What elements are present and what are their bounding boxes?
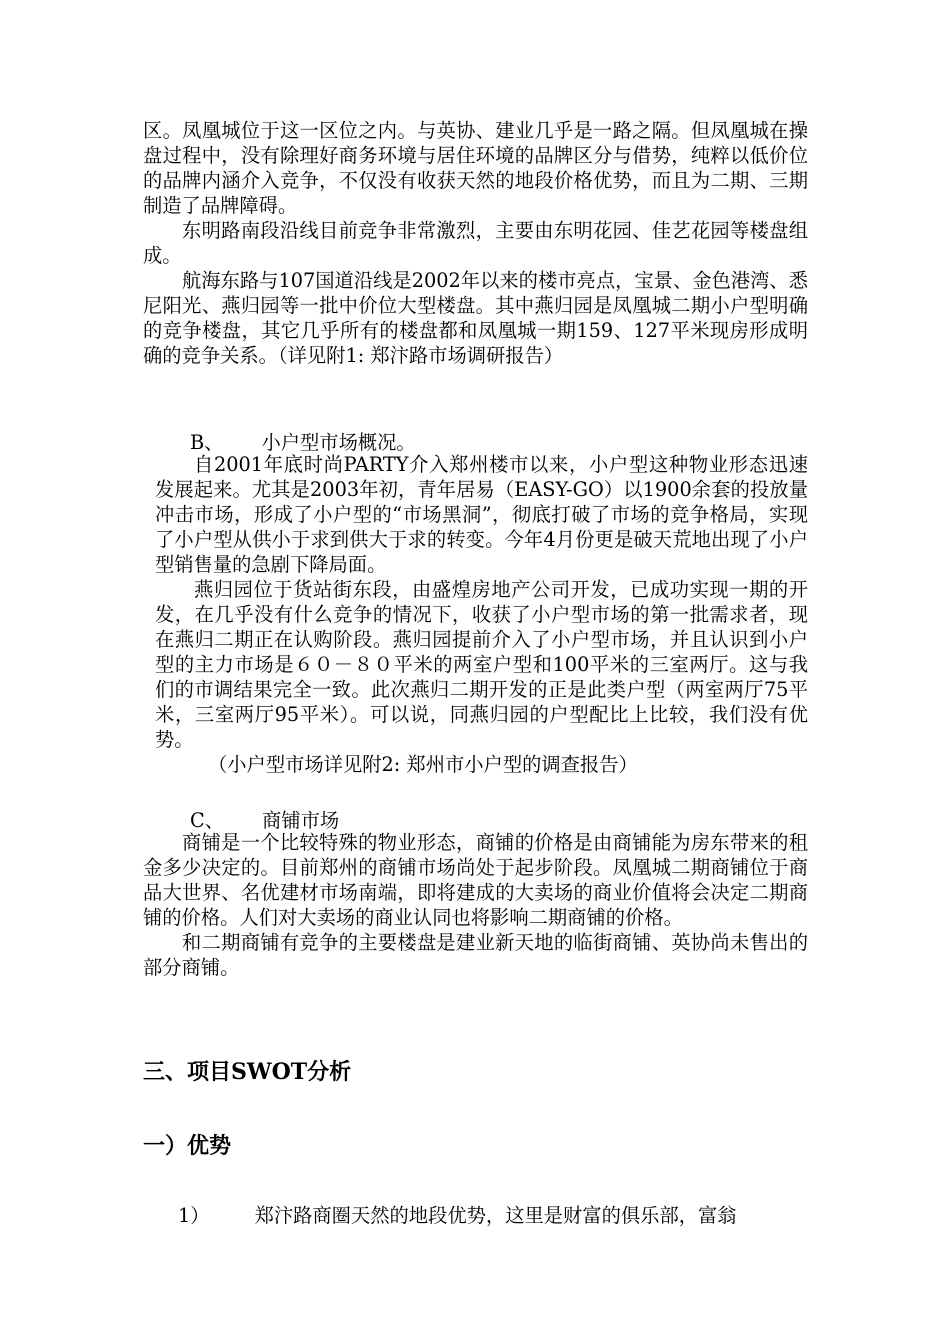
advantage-item-text: 郑汴路商圈天然的地段优势，这里是财富的俱乐部，富翁 [254,1204,737,1227]
advantage-item-1 [178,1200,818,1228]
advantage-item-label: 1） [178,1204,210,1227]
section-c-title: 商铺市场 [262,809,340,832]
paragraph-hanghai-road: 航海东路与107国道沿线是2002年以来的楼市亮点，宝景、金色港湾、悉尼阳光、燕归园等一批中价位大型楼盘。其中燕归园是凤凰城二期小户型明确的竞争楼盘，其它几乎所有的楼盘都和凤凰城一期159、127平米现房形成明确的竞争关系。（详见附1: 郑汴路市场调研报告） [143,269,808,367]
section-a-body [143,118,808,368]
section-b-label: B、 [190,431,224,454]
section-c-heading [190,805,339,833]
paragraph-fenghuang-location: 区。凤凰城位于这一区位之内。与英协、建业几乎是一路之隔。但凤凰城在操盘过程中，没有除理好商务环境与居住环境的品牌区分与借势，纯粹以低价位的品牌内涵介入竞争，不仅没有收获天然的地段价格优势，而且为二期、三期制造了品牌障碍。 [143,119,808,217]
paragraph-shop-market: 商铺是一个比较特殊的物业形态，商铺的价格是由商铺能为房东带来的租金多少决定的。目前郑州的商铺市场尚处于起步阶段。凤凰城二期商铺位于商品大世界、名优建材市场南端，即将建成的大卖场的商业价值将会决定二期商铺的价格。人们对大卖场的商业认同也将影响二期商铺的价格。 [143,831,808,929]
section-b-title: 小户型市场概况。 [261,431,416,454]
section-b-heading [190,427,416,455]
section-c-label: C、 [190,809,225,832]
paragraph-dongming-road: 东明路南段沿线目前竞争非常激烈，主要由东明花园、佳艺花园等楼盘组成。 [143,219,808,267]
paragraph-small-unit-note: （小户型市场详见附2: 郑州市小户型的调查报告） [208,753,638,776]
paragraph-small-unit-market: 自2001年底时尚PARTY介入郑州楼市以来，小户型这种物业形态迅速发展起来。尤其是2003年初，青年居易（EASY-GO）以1900余套的投放量冲击市场，形成了小户型的“市场黑洞”，彻底打破了市场的竞争格局，实现了小户型从供小于求到供大于求的转变。今年4月份更是破天荒地出现了小户型销售量的急剧下降局面。 [155,453,808,576]
paragraph-shop-competition: 和二期商铺有竞争的主要楼盘是建业新天地的临街商铺、英协尚未售出的部分商铺。 [143,931,808,979]
paragraph-yanguiyuan: 燕归园位于货站街东段，由盛煌房地产公司开发，已成功实现一期的开发，在几乎没有什么竞争的情况下，收获了小户型市场的第一批需求者，现在燕归二期正在认购阶段。燕归园提前介入了小户型市场，并且认识到小户型的主力市场是６０－８０平米的两室户型和100平米的三室两厅。这与我们的市调结果完全一致。此次燕归二期开发的正是此类户型（两室两厅75平米，三室两厅95平米）。可以说，同燕归园的户型配比上比较，我们没有优势。 [155,578,808,751]
heading-swot: 三、项目SWOT分析 [143,1059,352,1085]
heading-advantage: 一）优势 [143,1133,232,1159]
section-c-body [143,830,808,980]
section-b-body [155,452,808,777]
